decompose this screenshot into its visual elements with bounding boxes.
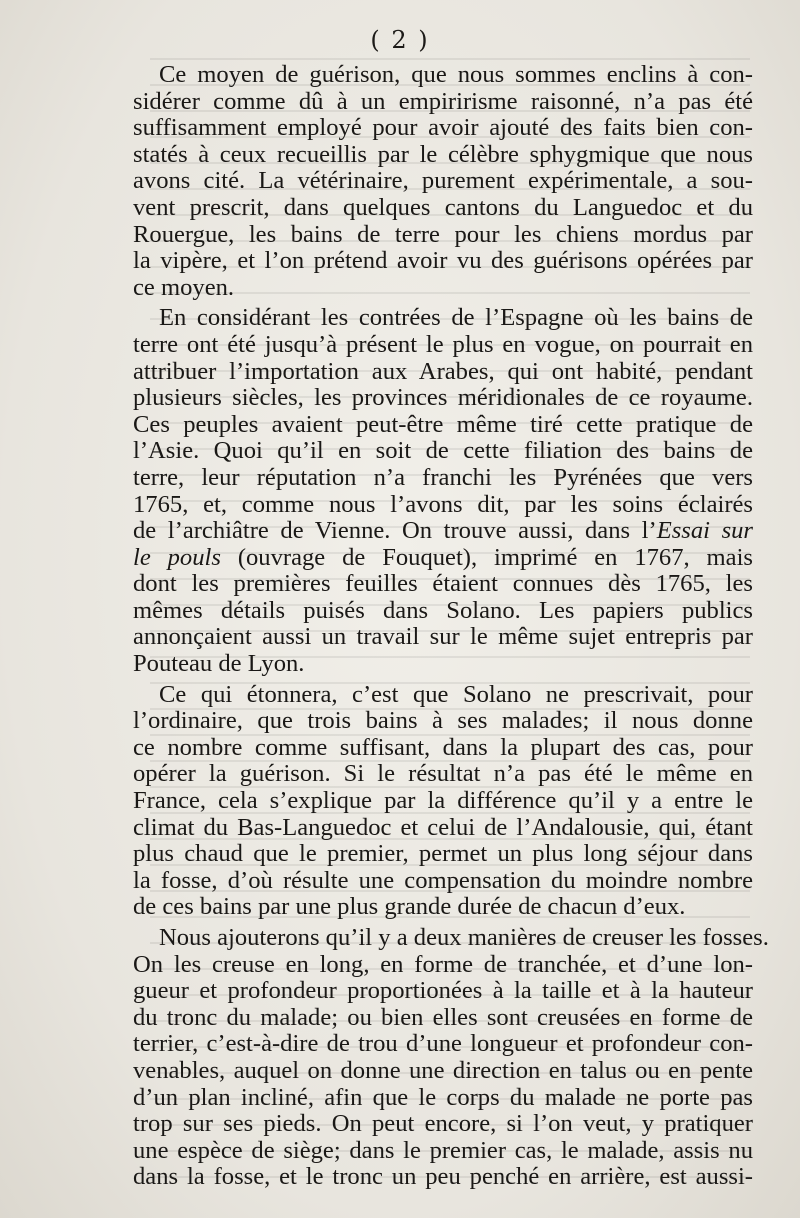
text-line: 1765, et, comme nous l’avons dit, par les soins éclairés (133, 490, 753, 518)
text-line: statés à ceux recueillis par le célèbre sphygmique que nous (133, 140, 753, 168)
text-line: plus chaud que le premier, permet un plus long séjour dans (133, 840, 753, 868)
text-line: l’Asie. Quoi qu’il en soit de cette filiation des bains de (133, 437, 753, 465)
text-line: Pouteau de Lyon. (133, 650, 305, 678)
text-line: gueur et profondeur proportionées à la taille et à la hauteur (133, 977, 753, 1005)
text-line: une espèce de siège; dans le premier cas, le malade, assis nu (133, 1136, 753, 1164)
text-line: Rouergue, les bains de terre pour les chiens mordus par (133, 220, 753, 248)
text-line: ce nombre comme suffisant, dans la plupart des cas, pour (133, 733, 753, 761)
text-line: Ce qui étonnera, c’est que Solano ne prescrivait, pour (159, 680, 753, 708)
text-line: la fosse, d’où résulte une compensation du moindre nombre (133, 866, 753, 894)
paragraph-3 (133, 682, 753, 921)
text-line: plusieurs siècles, les provinces méridionales de ce royaume. (133, 384, 753, 412)
text-line: climat du Bas-Languedoc et celui de l’Andalousie, qui, étant (133, 813, 753, 841)
text-line: d’un plan incliné, afin que le corps du malade ne porte pas (133, 1083, 753, 1111)
text-line: du tronc du malade; ou bien elles sont creusées en forme de (133, 1003, 753, 1031)
text-line: On les creuse en long, en forme de tranchée, et d’une lon- (133, 950, 753, 978)
text-line: l’ordinaire, que trois bains à ses malades; il nous donne (133, 707, 753, 735)
page-number: ( 2 ) (370, 26, 430, 54)
text-line: vent prescrit, dans quelques cantons du Languedoc et du (133, 193, 753, 221)
text-line: Ce moyen de guérison, que nous sommes enclins à con- (159, 61, 753, 88)
text-line: terrier, c’est-à-dire de trou d’une longueur et profondeur con- (133, 1030, 753, 1058)
text-line: sidérer comme dû à un empiririsme raisonné, n’a pas été (133, 87, 753, 115)
text-line: le pouls (ouvrage de Fouquet), imprimé en 1767, mais (133, 543, 753, 571)
text-line: opérer la guérison. Si le résultat n’a pas été le même en (133, 760, 753, 788)
text-line: ce moyen. (133, 273, 235, 301)
paragraph-4 (133, 924, 769, 1191)
text-line: Ces peuples avaient peut-être même tiré cette pratique de (133, 410, 753, 438)
paragraph-2 (133, 305, 753, 677)
text-line: terre ont été jusqu’à présent le plus en vogue, on pourrait en (133, 330, 753, 358)
text-line: venables, auquel on donne une direction en talus ou en pente (133, 1056, 753, 1084)
text-line: dont les premières feuilles étaient connues dès 1765, les (133, 570, 753, 598)
paragraph-1 (133, 62, 753, 301)
text-line: terre, leur réputation n’a franchi les Pyrénées que vers (133, 463, 753, 491)
text-line: En considérant les contrées de l’Espagne où les bains de (159, 304, 753, 332)
text-line: dans la fosse, et le tronc un peu penché en arrière, est aussi- (133, 1163, 753, 1191)
text-line: la vipère, et l’on prétend avoir vu des guérisons opérées par (133, 247, 753, 275)
text-line: avons cité. La vétérinaire, purement expérimentale, a sou- (133, 167, 753, 195)
text-line: France, cela s’explique par la différence qu’il y a entre le (133, 787, 753, 815)
text-line: mêmes détails puisés dans Solano. Les papiers publics (133, 596, 753, 624)
text-line: suffisamment employé pour avoir ajouté des faits bien con- (133, 114, 753, 142)
text-line: trop sur ses pieds. On peut encore, si l’on veut, y pratiquer (133, 1110, 753, 1138)
text-line: annonçaient aussi un travail sur le même sujet entrepris par (133, 623, 753, 651)
body-text (133, 61, 769, 1195)
text-line: de ces bains par une plus grande durée de chacun d’eux. (133, 893, 686, 921)
text-line: attribuer l’importation aux Arabes, qui ont habité, pendant (133, 357, 753, 385)
text-line: Nous ajouterons qu’il y a deux manières de creuser les fosses. (159, 924, 769, 951)
text-line: de l’archiâtre de Vienne. On trouve aussi, dans l’Essai sur (133, 517, 754, 545)
